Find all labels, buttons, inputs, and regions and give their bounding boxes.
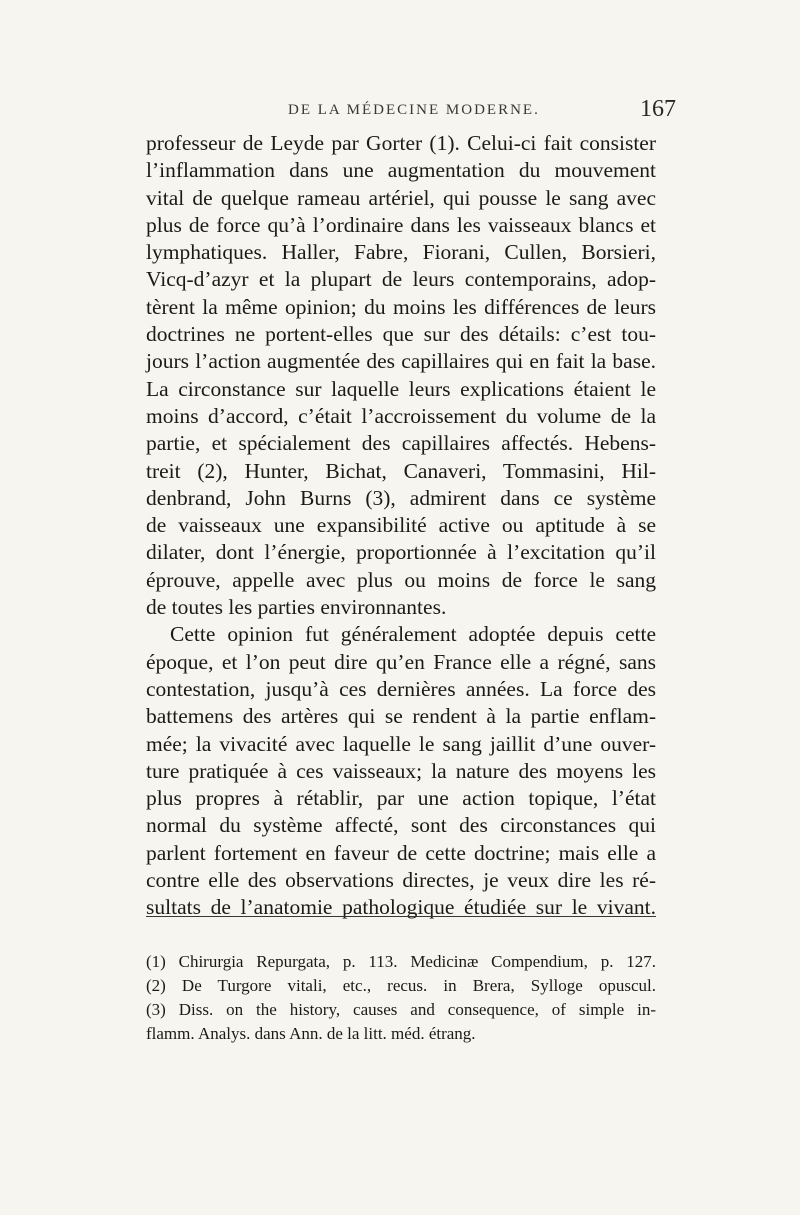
text-line: battemens des artères qui se rendent à la partie enflam-	[146, 704, 656, 729]
running-head	[146, 96, 676, 130]
text-line: Cette opinion fut généralement adoptée depuis cette	[170, 622, 656, 647]
text-line: lymphatiques. Haller, Fabre, Fiorani, Cullen, Borsieri,	[146, 240, 656, 265]
text-line: denbrand, John Burns (3), admirent dans ce système	[146, 485, 656, 510]
text-line: sultats de l’anatomie pathologique étudiée sur le vivant.	[146, 895, 656, 920]
text-line: moins d’accord, c’était l’accroissement du volume de la	[146, 403, 656, 428]
text-line: treit (2), Hunter, Bichat, Canaveri, Tommasini, Hil-	[146, 458, 656, 483]
text-line: plus de force qu’à l’ordinaire dans les vaisseaux blancs et	[146, 212, 656, 237]
text-line: plus propres à rétablir, par une action topique, l’état	[146, 786, 656, 811]
text-line: parlent fortement en faveur de cette doctrine; mais elle a	[146, 840, 656, 865]
footnote-divider	[146, 916, 656, 917]
text-line: doctrines ne portent-elles que sur des détails: c’est tou-	[146, 322, 656, 347]
text-line: vital de quelque rameau artériel, qui pousse le sang avec	[146, 185, 656, 210]
footnotes	[146, 950, 656, 1046]
footnote: (2) De Turgore vitali, etc., recus. in Brera, Sylloge opuscul.	[146, 976, 656, 995]
running-title: DE LA MÉDECINE MODERNE.	[288, 102, 540, 118]
text-line: éprouve, appelle avec plus ou moins de force le sang	[146, 567, 656, 592]
text-line: Vicq-d’azyr et la plupart de leurs contemporains, adop-	[146, 267, 656, 292]
footnote: flamm. Analys. dans Ann. de la litt. méd. étrang.	[146, 1024, 476, 1043]
text-line: tèrent la même opinion; du moins les différences de leurs	[146, 294, 656, 319]
text-line: La circonstance sur laquelle leurs explications étaient le	[146, 376, 656, 401]
text-line: dilater, dont l’énergie, proportionnée à l’excitation qu’il	[146, 540, 656, 565]
text-line: époque, et l’on peut dire qu’en France elle a régné, sans	[146, 649, 656, 674]
text-line: mée; la vivacité avec laquelle le sang jaillit d’une ouver-	[146, 731, 656, 756]
text-line: de toutes les parties environnantes.	[146, 595, 447, 620]
text-line: partie, et spécialement des capillaires affectés. Hebens-	[146, 431, 656, 456]
text-line: de vaisseaux une expansibilité active ou aptitude à se	[146, 513, 656, 538]
text-line: contestation, jusqu’à ces dernières années. La force des	[146, 676, 656, 701]
footnote: (3) Diss. on the history, causes and consequence, of simple in-	[146, 1000, 656, 1019]
text-line: normal du système affecté, sont des circonstances qui	[146, 813, 656, 838]
body-text	[146, 130, 656, 922]
footnote: (1) Chirurgia Repurgata, p. 113. Medicinæ Compendium, p. 127.	[146, 952, 656, 971]
text-line: jours l’action augmentée des capillaires qui en fait la base.	[146, 349, 656, 374]
text-line: contre elle des observations directes, je veux dire les ré-	[146, 868, 656, 893]
text-line: ture pratiquée à ces vaisseaux; la nature des moyens les	[146, 758, 656, 783]
text-line: l’inflammation dans une augmentation du mouvement	[146, 158, 656, 183]
text-line: professeur de Leyde par Gorter (1). Celui-ci fait consister	[146, 131, 656, 155]
page-number: 167	[640, 96, 676, 122]
